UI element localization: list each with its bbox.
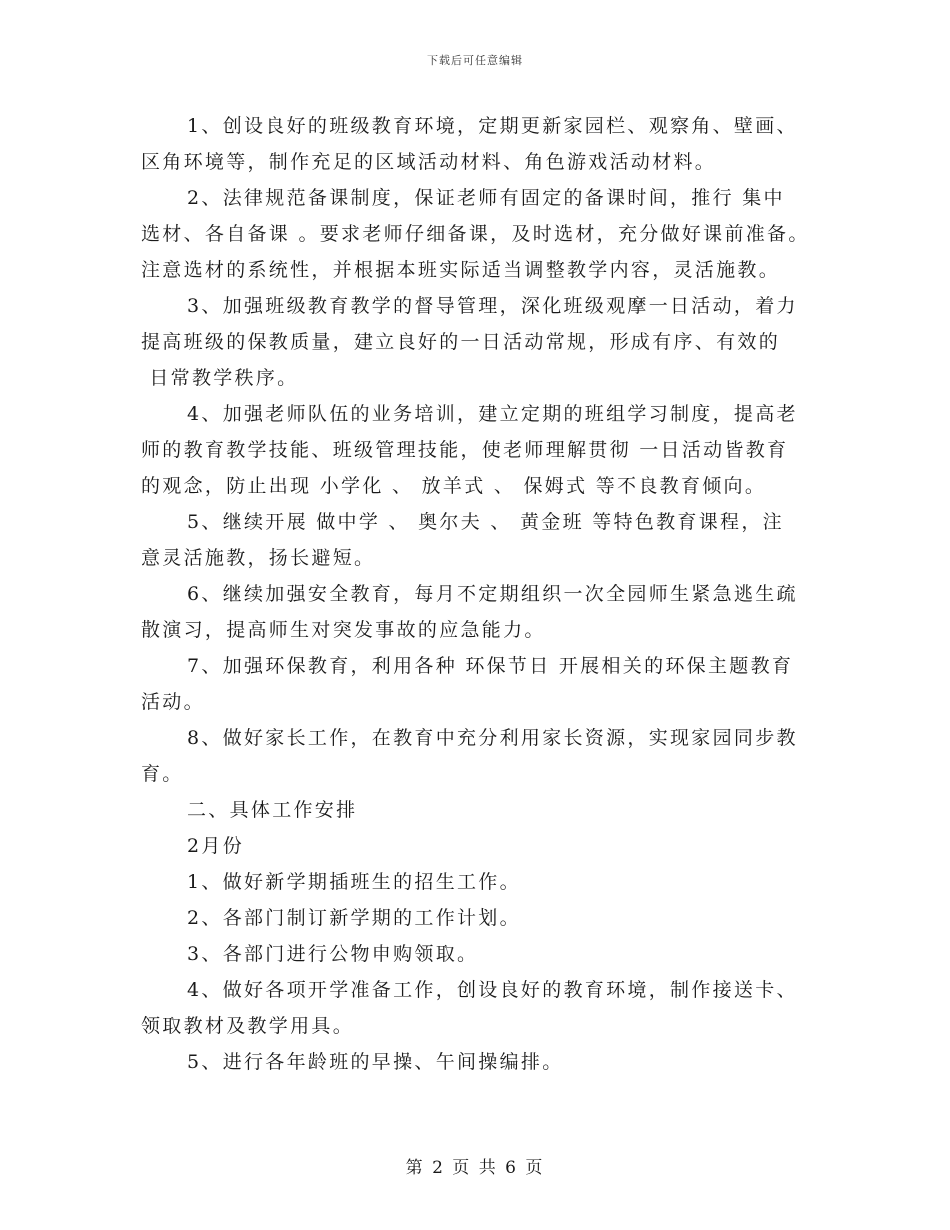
paragraph-line: 注意选材的系统性，并根据本班实际适当调整教学内容，灵活施教。	[141, 259, 781, 281]
paragraph-line: 师的教育教学技能、班级管理技能，使老师理解贯彻 一日活动皆教育	[141, 439, 789, 461]
list-item: 5、进行各年龄班的早操、午间操编排。	[187, 1051, 564, 1073]
list-item: 3、各部门进行公物申购领取。	[187, 943, 479, 965]
paragraph-line: 散演习，提高师生对突发事故的应急能力。	[141, 619, 546, 641]
section-heading: 二、具体工作安排	[187, 799, 358, 821]
paragraph-line: 提高班级的保教质量，建立良好的一日活动常规，形成有序、有效的	[141, 331, 781, 353]
page-number-footer: 第 2 页 共 6 页	[405, 1158, 545, 1178]
paragraph-line: 4、加强老师队伍的业务培训，建立定期的班组学习制度，提高老	[187, 403, 798, 425]
list-item-continuation: 领取教材及教学用具。	[141, 1015, 355, 1037]
paragraph-line: 育。	[141, 763, 184, 785]
paragraph-line: 5、继续开展 做中学 、 奥尔夫 、 黄金班 等特色教育课程，注	[187, 511, 784, 533]
list-item: 4、做好各项开学准备工作，创设良好的教育环境，制作接送卡、	[187, 979, 798, 1001]
paragraph-line: 6、继续加强安全教育，每月不定期组织一次全园师生紧急逃生疏	[187, 583, 798, 605]
paragraph-line: 区角环境等，制作充足的区域活动材料、角色游戏活动材料。	[141, 151, 717, 173]
list-item: 1、做好新学期插班生的招生工作。	[187, 871, 521, 893]
document-body	[141, 108, 811, 1080]
paragraph-line: 1、创设良好的班级教育环境，定期更新家园栏、观察角、壁画、	[187, 115, 798, 137]
paragraph-line: 7、加强环保教育，利用各种 环保节日 开展相关的环保主题教育	[187, 655, 794, 677]
paragraph-line: 日常教学秩序。	[141, 367, 299, 389]
page-header: 下载后可任意编辑	[427, 54, 523, 67]
paragraph-line: 活动。	[141, 691, 205, 713]
paragraph-line: 意灵活施教，扬长避短。	[141, 547, 376, 569]
month-heading: 2月份	[187, 835, 244, 857]
paragraph-line: 8、做好家长工作，在教育中充分利用家长资源，实现家园同步教	[187, 727, 798, 749]
paragraph-line: 3、加强班级教育教学的督导管理，深化班级观摩一日活动，着力	[187, 295, 798, 317]
paragraph-line: 2、法律规范备课制度，保证老师有固定的备课时间，推行 集中	[187, 187, 785, 209]
list-item: 2、各部门制订新学期的工作计划。	[187, 907, 521, 929]
paragraph-line: 的观念，防止出现 小学化 、 放羊式 、 保姆式 等不良教育倾向。	[141, 475, 767, 497]
paragraph-line: 选材、各自备课 。要求老师仔细备课，及时选材，充分做好课前准备。	[141, 223, 810, 245]
